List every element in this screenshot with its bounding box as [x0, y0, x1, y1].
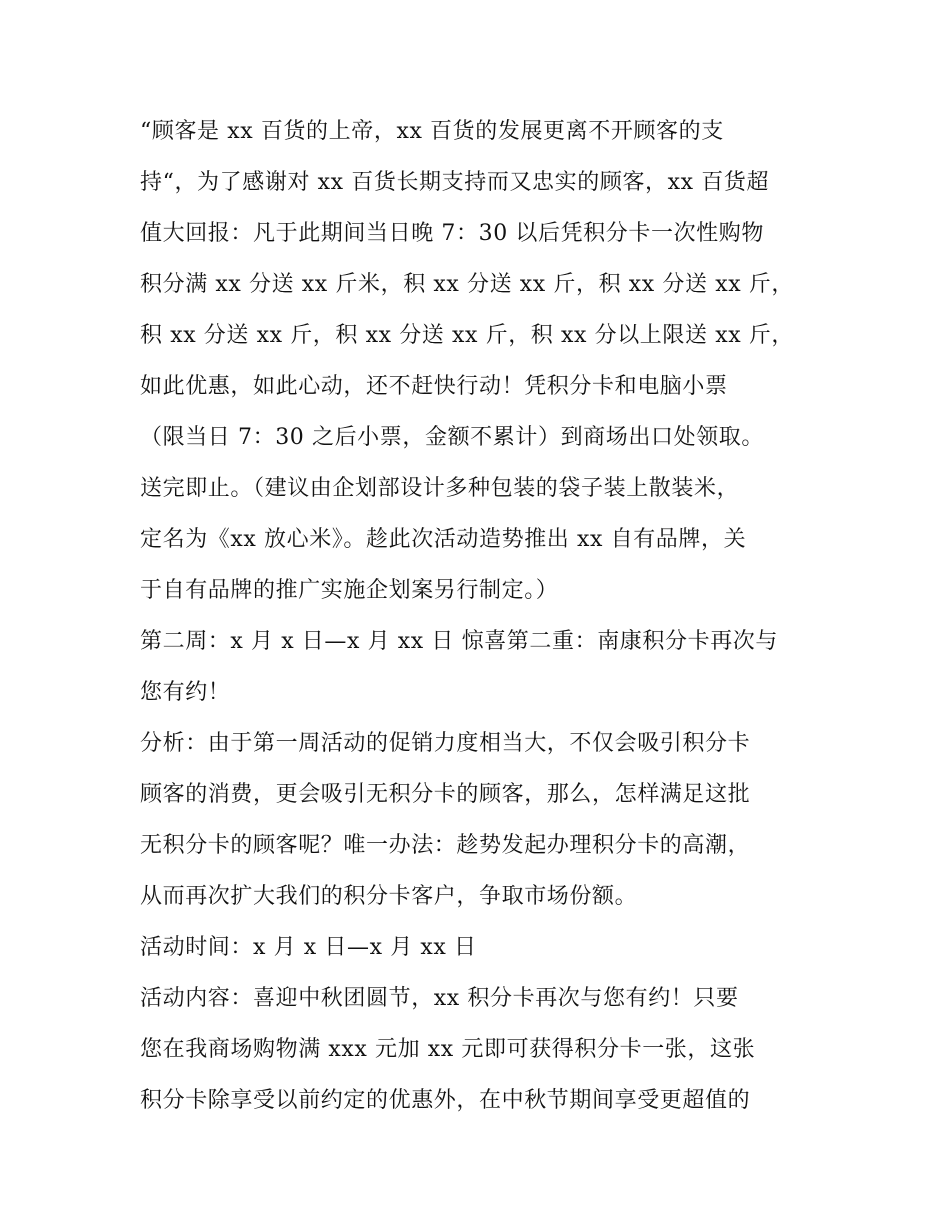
- text-line: 如此优惠，如此心动，还不赶快行动！凭积分卡和电脑小票: [140, 374, 728, 399]
- text-line: （限当日 7：30 之后小票，金额不累计）到商场出口处领取。: [140, 425, 764, 450]
- text-line: 您在我商场购物满 xxx 元加 xx 元即可获得积分卡一张，这张: [140, 1037, 756, 1062]
- section-heading-line: 第二周：x 月 x 日—x 月 xx 日 惊喜第二重：南康积分卡再次与: [140, 629, 778, 654]
- text-line: “顾客是 xx 百货的上帝，xx 百货的发展更离不开顾客的支: [140, 119, 724, 144]
- text-line: 活动时间：x 月 x 日—x 月 xx 日: [140, 935, 477, 960]
- section-heading-line: 您有约！: [140, 680, 231, 705]
- text-line: 从而再次扩大我们的积分卡客户，争取市场份额。: [140, 884, 638, 909]
- text-line: 值大回报：凡于此期间当日晚 7：30 以后凭积分卡一次性购物: [140, 221, 764, 246]
- document-body: [140, 106, 820, 1126]
- text-line: 分析：由于第一周活动的促销力度相当大，不仅会吸引积分卡: [140, 731, 751, 756]
- text-line: 送完即止。（建议由企划部设计多种包装的袋子装上散装米，: [140, 476, 740, 501]
- text-line: 无积分卡的顾客呢？唯一办法：趁势发起办理积分卡的高潮，: [140, 833, 751, 858]
- text-line: 活动内容：喜迎中秋团圆节，xx 积分卡再次与您有约！只要: [140, 986, 739, 1011]
- text-line: 顾客的消费，更会吸引无积分卡的顾客，那么，怎样满足这批: [140, 782, 751, 807]
- text-line: 持“，为了感谢对 xx 百货长期支持而又忠实的顾客，xx 百货超: [140, 170, 770, 195]
- text-line: 于自有品牌的推广实施企划案另行制定。）: [140, 578, 559, 603]
- text-line: 积 xx 分送 xx 斤，积 xx 分送 xx 斤，积 xx 分以上限送 xx 斤，: [140, 323, 795, 348]
- text-line: 积分卡除享受以前约定的优惠外，在中秋节期间享受更超值的: [140, 1088, 751, 1113]
- text-line: 积分满 xx 分送 xx 斤米，积 xx 分送 xx 斤，积 xx 分送 xx 斤，: [140, 272, 795, 297]
- text-line: 定名为《xx 放心米》。趁此次活动造势推出 xx 自有品牌，关: [140, 527, 747, 552]
